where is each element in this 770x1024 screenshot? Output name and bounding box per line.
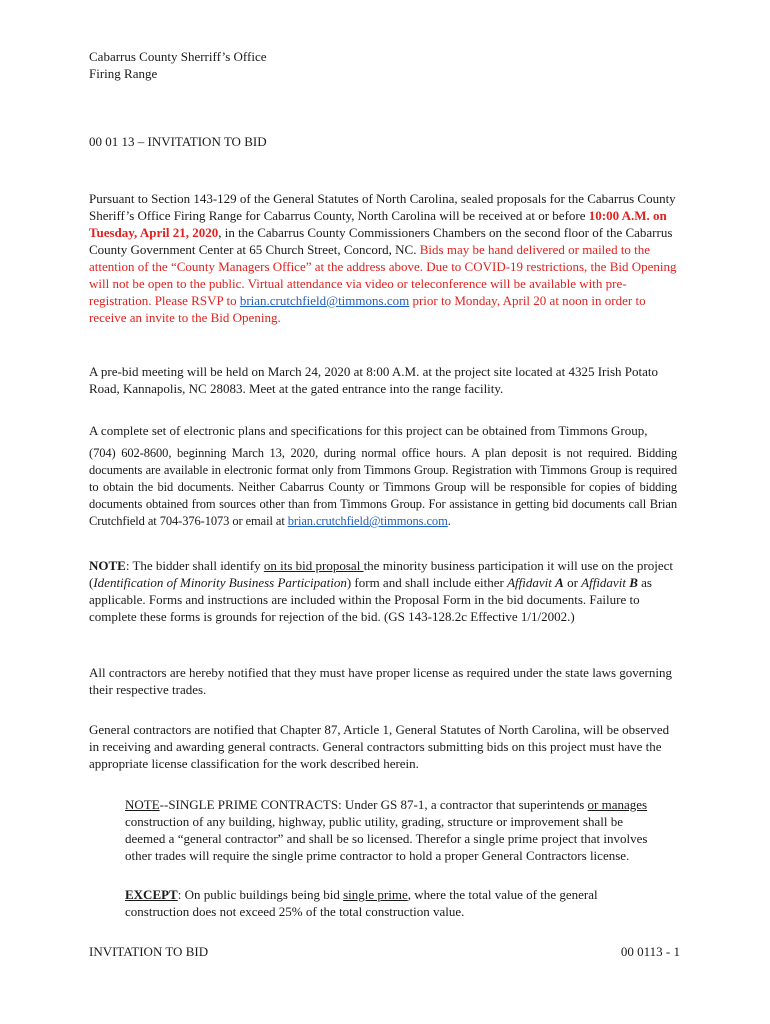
paragraph-note-minority	[89, 557, 677, 625]
footer-page-number: 00 0113 - 1	[620, 944, 680, 959]
single-prime-text2: construction of any building, highway, public utility, grading, structure or improvement shall be deemed a “general contractor” and shall be so licensed. Therefor a single prime project that involves other trades will require the single prime contractor to hold a proper General Contractors license.	[125, 814, 648, 863]
paragraph-general-contractors: General contractors are notified that Chapter 87, Article 1, General Statutes of North Carolina, will be observed in receiving and awarding general contracts. General contractors submitting bids on this project must have the appropriate license classification for the work described herein.	[89, 722, 670, 771]
note-text1: : The bidder shall identify	[125, 558, 264, 573]
header-office: Cabarrus County Sherriff’s Office	[89, 49, 267, 64]
note-text2: the minority business participation it will use on the project (	[89, 558, 673, 590]
plans-period: .	[447, 514, 451, 528]
single-prime-note-label: NOTE	[125, 797, 160, 812]
except-underline: single prime	[343, 887, 408, 902]
paragraph-pre-bid-meeting: A pre-bid meeting will be held on March 24, 2020 at 8:00 A.M. at the project site located at 4325 Irish Potato Road, Kannapolis, NC 28083. Meet at the gated entrance into the range facility.	[89, 364, 658, 396]
affidavit-a-label: Affidavit	[507, 575, 556, 590]
note-text3: ) form and shall include either	[346, 575, 508, 590]
para1-text2: , in the Cabarrus County Commissioners Chambers on the second floor of the Cabarrus County Government Center at 65 Church Street, Concord, NC.	[89, 225, 673, 257]
rsvp-email-link[interactable]: brian.crutchfield@timmons.com	[239, 293, 410, 308]
section-title: 00 01 13 – INVITATION TO BID	[89, 134, 267, 149]
affidavit-b-label: Affidavit	[581, 575, 630, 590]
plans-text: (704) 602-8600, beginning March 13, 2020, during normal office hours. A plan deposit is not required. Bidding documents are available in electronic format only from Timmons Group. Registration with Timmons Group is required to obtain the bid documents. Neither Cabarrus County or Timmons Group will be responsible for copies of bidding documents obtained from sources other than from Timmons Group. For assistance in getting bid documents call Brian Crutchfield at 704-376-1073 or email at	[89, 446, 677, 528]
note-text5: as applicable. Forms and instructions are included within the Proposal Form in the bid documents. Failure to complete these forms is grounds for rejection of the bid. (GS 143-128.2c Effective 1/1/2002.)	[89, 575, 652, 624]
para1-text1: Pursuant to Section 143-129 of the General Statutes of North Carolina, sealed proposals for the Cabarrus County Sheriff’s Office Firing Range for Cabarrus County, North Carolina will be received at or before	[89, 191, 676, 223]
header-project: Firing Range	[89, 66, 158, 81]
affidavit-a-letter: A	[555, 575, 564, 590]
footer-title: INVITATION TO BID	[89, 944, 209, 959]
except-label: EXCEPT	[125, 887, 178, 902]
except-text2: , where the total value of the general construction does not exceed 25% of the total construction value.	[125, 887, 598, 919]
paragraph-bid-invitation	[89, 190, 677, 326]
except-text1: : On public buildings being bid	[177, 887, 344, 902]
note-form-name: Identification of Minority Business Participation	[93, 575, 347, 590]
paragraph-plans	[89, 445, 677, 530]
covid-notice: Bids may be hand delivered or mailed to the attention of the “County Managers Office” at the address above. Due to COVID-19 restrictions, the Bid Opening will not be open to the public. Virtual attendance via video or teleconference will be available with pre-registration. Please RSVP to	[89, 242, 677, 308]
single-prime-text1: --SINGLE PRIME CONTRACTS: Under GS 87-1, a contractor that superintends	[159, 797, 588, 812]
note-underline: on its bid proposal	[263, 558, 364, 573]
plans-email-link[interactable]: brian.crutchfield@timmons.com	[287, 514, 448, 528]
note-label: NOTE	[89, 558, 126, 573]
note-text4: or	[563, 575, 582, 590]
single-prime-underline: or manages	[587, 797, 648, 812]
affidavit-b-letter: B	[629, 575, 638, 590]
rsvp-deadline: prior to Monday, April 20 at noon in order to receive an invite to the Bid Opening.	[89, 293, 646, 325]
bid-deadline: 10:00 A.M. on Tuesday, April 21, 2020	[89, 208, 667, 240]
paragraph-contractor-license: All contractors are hereby notified that they must have proper license as required under the state laws governing their respective trades.	[89, 665, 672, 697]
paragraph-plans-line1: A complete set of electronic plans and specifications for this project can be obtained from Timmons Group,	[89, 423, 648, 438]
paragraph-single-prime	[125, 796, 655, 864]
paragraph-except	[125, 886, 655, 920]
